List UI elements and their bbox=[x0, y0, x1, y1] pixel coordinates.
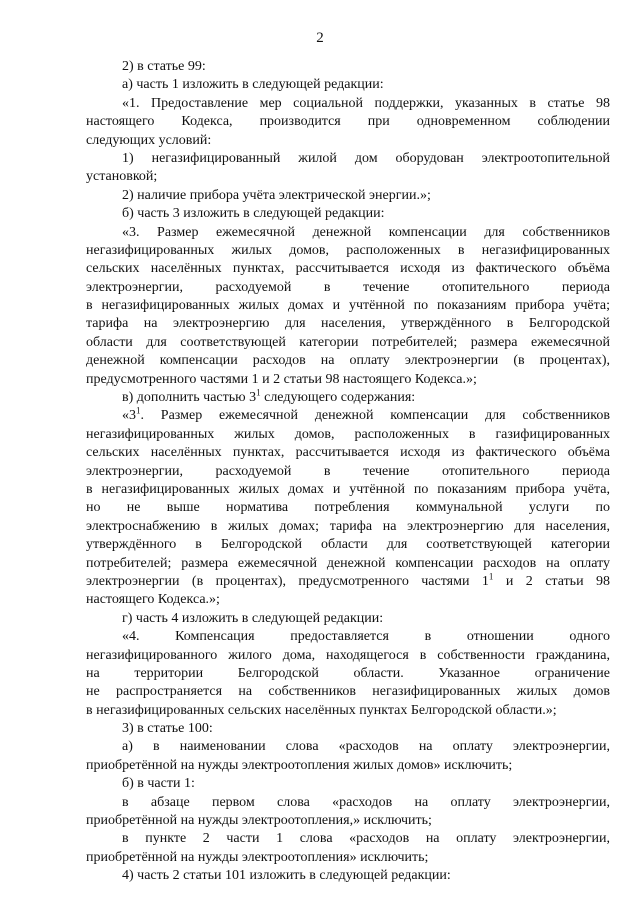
text-line-content: «1. Предоставление мер социальной поддержки, указанных в статье 98 bbox=[122, 95, 610, 111]
text-line-continuation: следующего содержания: bbox=[260, 390, 416, 406]
text-line bbox=[86, 830, 610, 848]
text-line bbox=[86, 444, 610, 462]
text-line-content: утверждённого в Белгородской области для соответствующей категории bbox=[86, 537, 610, 553]
text-line bbox=[86, 628, 610, 646]
text-line-content: сельских населённых пунктах, рассчитывается исходя из фактического объёма bbox=[86, 261, 610, 277]
text-line-continuation: и 2 статьи 98 bbox=[493, 573, 610, 589]
text-line bbox=[86, 665, 610, 683]
text-line bbox=[86, 426, 610, 444]
text-line-content: электроэнергии, расходуемой в течение отопительного периода bbox=[86, 279, 610, 295]
text-line bbox=[86, 720, 610, 738]
text-line bbox=[86, 481, 610, 499]
text-line bbox=[86, 279, 610, 297]
text-line bbox=[86, 205, 610, 223]
text-line bbox=[86, 132, 610, 150]
text-line-content: установкой; bbox=[86, 169, 158, 185]
text-line bbox=[86, 315, 610, 333]
text-line-content: негазифицированных жилых домов, расположенных в газифицированных bbox=[86, 426, 610, 442]
text-line bbox=[86, 76, 610, 94]
text-line-content: негазифицированного жилого дома, находящегося в собственности гражданина, bbox=[86, 647, 610, 663]
text-line-content: сельских населённых пунктах, рассчитывается исходя из фактического объёма bbox=[86, 445, 610, 461]
text-line bbox=[86, 647, 610, 665]
text-line-content: 3) в статье 100: bbox=[122, 721, 213, 737]
text-line-content: настоящего Кодекса.»; bbox=[86, 592, 220, 608]
superscript: 1 bbox=[136, 405, 141, 416]
text-line bbox=[86, 371, 610, 389]
text-line bbox=[86, 187, 610, 205]
text-line-content: «3. Размер ежемесячной денежной компенсации для собственников bbox=[122, 224, 610, 240]
text-line-content: тарифа на электроэнергию для населения, утверждённого в Белгородской bbox=[86, 316, 610, 332]
text-line bbox=[86, 58, 610, 76]
text-line bbox=[86, 168, 610, 186]
text-line bbox=[86, 573, 610, 591]
text-line bbox=[86, 518, 610, 536]
text-line-content: потребителей; размера ежемесячной денежной компенсации расходов на оплату bbox=[86, 555, 610, 571]
text-line-content: а) часть 1 изложить в следующей редакции: bbox=[122, 77, 384, 93]
text-line-content: «4. Компенсация предоставляется в отношении одного bbox=[122, 629, 610, 645]
text-line bbox=[86, 334, 610, 352]
text-line-content: 1) негазифицированный жилой дом оборудован электроотопительной bbox=[122, 150, 610, 166]
text-line bbox=[86, 591, 610, 609]
text-line bbox=[86, 812, 610, 830]
text-line-content: денежной компенсации расходов на оплату электроэнергии (в процентах), bbox=[86, 353, 610, 369]
text-line-content: приобретённой на нужды электроотопления» исключить; bbox=[86, 849, 429, 865]
text-line-content: области для соответствующей категории потребителей; размера ежемесячной bbox=[86, 334, 610, 350]
text-line-continuation: . Размер ежемесячной денежной компенсации для собственников bbox=[140, 408, 610, 424]
text-line-content: настоящего Кодекса, производится при одновременном соблюдении bbox=[86, 114, 610, 130]
text-line bbox=[86, 775, 610, 793]
text-line-content: а) в наименовании слова «расходов на оплату электроэнергии, bbox=[122, 739, 610, 755]
text-line-content: б) часть 3 изложить в следующей редакции: bbox=[122, 206, 385, 222]
superscript: 1 bbox=[488, 571, 494, 582]
text-line bbox=[86, 738, 610, 756]
text-line bbox=[86, 555, 610, 573]
text-line-content: предусмотренного частями 1 и 2 статьи 98 настоящего Кодекса.»; bbox=[86, 371, 477, 387]
text-line bbox=[86, 260, 610, 278]
text-line-content: приобретённой на нужды электроотопления,» исключить; bbox=[86, 813, 432, 829]
text-line bbox=[86, 352, 610, 370]
text-line-content: негазифицированных жилых домов, расположенных в негазифицированных bbox=[86, 242, 610, 258]
text-line-content: приобретённой на нужды электроотопления жилых домов» исключить; bbox=[86, 757, 513, 773]
text-line bbox=[86, 683, 610, 701]
text-line-content: 2) наличие прибора учёта электрической энергии.»; bbox=[122, 187, 431, 203]
document-body bbox=[86, 58, 610, 886]
text-line-content: 2) в статье 99: bbox=[122, 59, 206, 74]
text-line-content: в негазифицированных сельских населённых пунктах Белгородской области.»; bbox=[86, 702, 557, 718]
text-line bbox=[86, 95, 610, 113]
text-line bbox=[86, 150, 610, 168]
text-line bbox=[86, 702, 610, 720]
page-number: 2 bbox=[316, 30, 324, 46]
text-line-content: в) дополнить частью 3 bbox=[122, 390, 257, 406]
text-line bbox=[86, 242, 610, 260]
text-line bbox=[86, 849, 610, 867]
text-line-content: г) часть 4 изложить в следующей редакции: bbox=[122, 610, 384, 626]
text-line-content: 4) часть 2 статьи 101 изложить в следующей редакции: bbox=[122, 868, 451, 884]
text-line-content: но не выше норматива потребления коммунальной услуги по bbox=[86, 500, 610, 516]
text-line-content: электроэнергии, расходуемой в течение отопительного периода bbox=[86, 463, 610, 479]
text-line bbox=[86, 867, 610, 885]
text-line bbox=[86, 297, 610, 315]
text-line-content: в негазифицированных жилых домах и учтённой по показаниям прибора учёта; bbox=[86, 298, 610, 314]
text-line-content: не распространяется на собственников негазифицированных жилых домов bbox=[86, 684, 610, 700]
text-line-content: б) в части 1: bbox=[122, 776, 195, 792]
text-line-content: электроэнергии (в процентах), предусмотренного частями 1 bbox=[86, 573, 489, 589]
text-line-content: в пункте 2 части 1 слова «расходов на оплату электроэнергии, bbox=[122, 831, 610, 847]
text-line-content: в абзаце первом слова «расходов на оплату электроэнергии, bbox=[122, 794, 610, 810]
text-line bbox=[86, 757, 610, 775]
text-line bbox=[86, 113, 610, 131]
text-line bbox=[86, 499, 610, 517]
text-line bbox=[86, 610, 610, 628]
superscript: 1 bbox=[256, 387, 261, 398]
text-line-content: на территории Белгородской области. Указанное ограничение bbox=[86, 665, 610, 681]
text-line bbox=[86, 536, 610, 554]
text-line bbox=[86, 224, 610, 242]
text-line-content: «3 bbox=[122, 408, 136, 424]
text-line bbox=[86, 794, 610, 812]
text-line-content: электроснабжению в жилых домах; тарифа на электроэнергию для населения, bbox=[86, 518, 610, 534]
text-line bbox=[86, 407, 610, 425]
text-line bbox=[86, 463, 610, 481]
text-line-content: следующих условий: bbox=[86, 132, 212, 148]
text-line-content: в негазифицированных жилых домах и учтённой по показаниям прибора учёта, bbox=[86, 481, 610, 497]
text-line bbox=[86, 389, 610, 407]
